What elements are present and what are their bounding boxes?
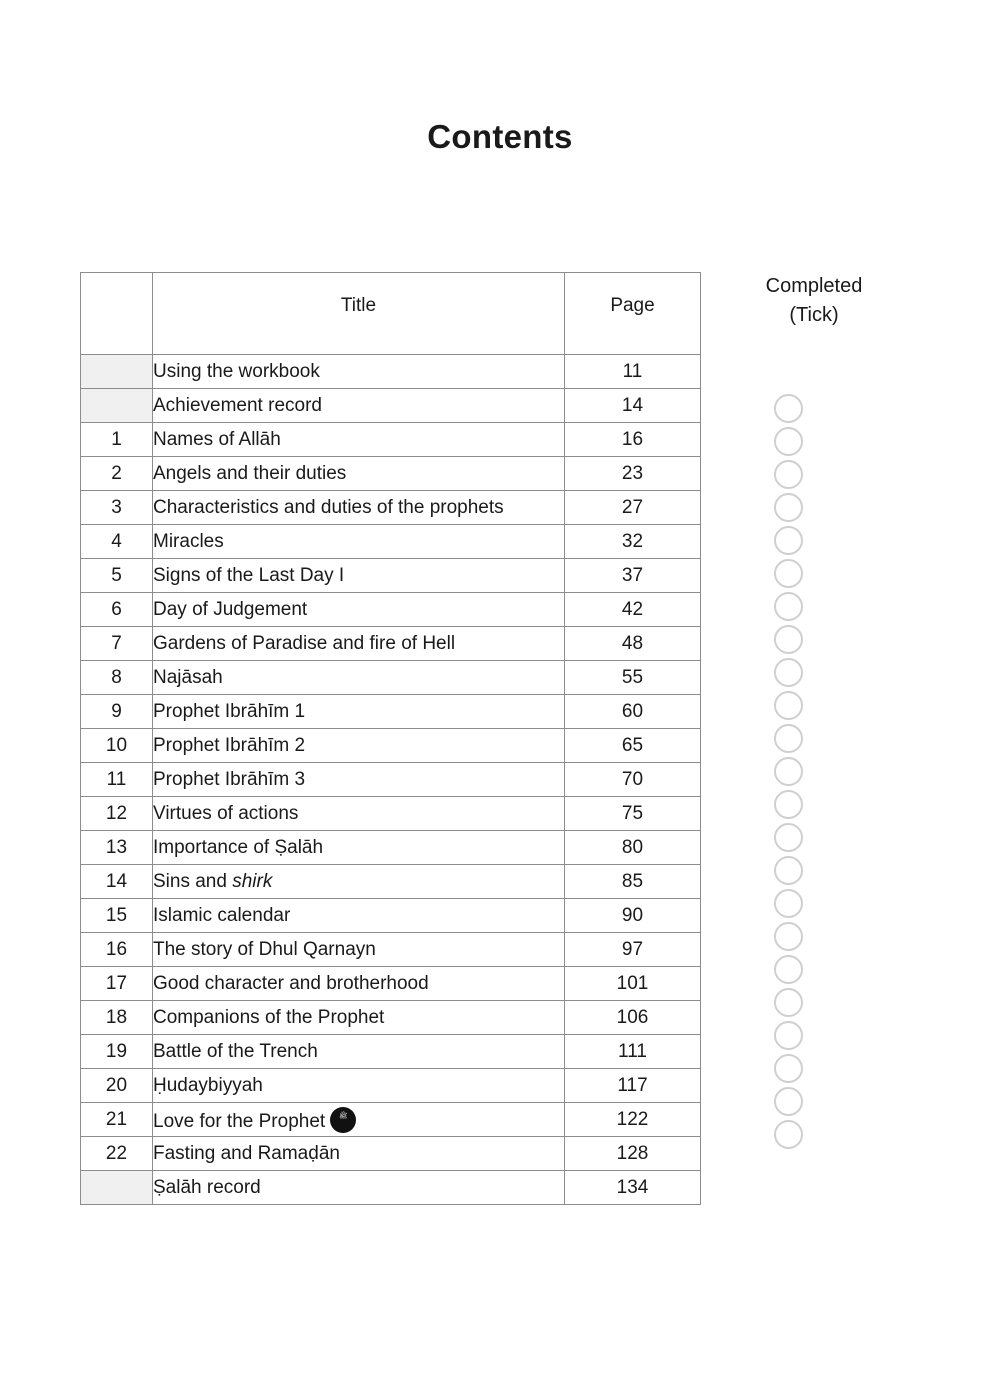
completed-label-line1: Completed [765, 275, 863, 297]
row-number [81, 355, 153, 389]
completion-checkbox[interactable] [774, 922, 803, 951]
completion-checkbox[interactable] [774, 1087, 803, 1116]
table-row [81, 933, 701, 967]
toc-header-row [81, 273, 701, 355]
column-header-title: Title [153, 273, 565, 355]
table-row [81, 491, 701, 525]
row-page-number: 42 [565, 593, 701, 627]
row-number: 14 [81, 865, 153, 899]
row-title: Using the workbook [153, 355, 565, 389]
row-number: 18 [81, 1001, 153, 1035]
row-page-number: 14 [565, 389, 701, 423]
row-title: Companions of the Prophet [153, 1001, 565, 1035]
table-row [81, 1171, 701, 1205]
row-title: Importance of Ṣalāh [153, 831, 565, 865]
row-title: Angels and their duties [153, 457, 565, 491]
completion-checkbox[interactable] [774, 625, 803, 654]
completion-checkbox[interactable] [774, 724, 803, 753]
row-title: Ṣalāh record [153, 1171, 565, 1205]
table-row [81, 797, 701, 831]
completion-checkbox[interactable] [774, 988, 803, 1017]
row-number: 20 [81, 1069, 153, 1103]
row-title: Prophet Ibrāhīm 3 [153, 763, 565, 797]
row-title: Islamic calendar [153, 899, 565, 933]
row-page-number: 32 [565, 525, 701, 559]
row-page-number: 101 [565, 967, 701, 1001]
completion-checkbox[interactable] [774, 1120, 803, 1149]
row-number: 16 [81, 933, 153, 967]
completion-checkbox[interactable] [774, 526, 803, 555]
row-page-number: 27 [565, 491, 701, 525]
table-row [81, 899, 701, 933]
table-row [81, 831, 701, 865]
table-row [81, 525, 701, 559]
row-page-number: 23 [565, 457, 701, 491]
completion-checkbox[interactable] [774, 823, 803, 852]
page-title: Contents [427, 118, 573, 156]
row-number: 13 [81, 831, 153, 865]
row-number: 21 [81, 1103, 153, 1137]
row-number: 12 [81, 797, 153, 831]
row-title: Virtues of actions [153, 797, 565, 831]
completed-label-line2: (Tick) [789, 304, 839, 326]
row-title: The story of Dhul Qarnayn [153, 933, 565, 967]
row-number: 17 [81, 967, 153, 1001]
row-number: 7 [81, 627, 153, 661]
column-header-number [81, 273, 153, 355]
table-row [81, 729, 701, 763]
row-page-number: 106 [565, 1001, 701, 1035]
row-number: 8 [81, 661, 153, 695]
table-row [81, 457, 701, 491]
row-title: Gardens of Paradise and fire of Hell [153, 627, 565, 661]
table-row [81, 1069, 701, 1103]
row-page-number: 111 [565, 1035, 701, 1069]
row-page-number: 65 [565, 729, 701, 763]
completion-checkbox[interactable] [774, 790, 803, 819]
table-row [81, 355, 701, 389]
completion-checkbox[interactable] [774, 757, 803, 786]
row-number [81, 1171, 153, 1205]
row-page-number: 75 [565, 797, 701, 831]
completion-checkbox[interactable] [774, 460, 803, 489]
table-row [81, 763, 701, 797]
salawat-seal-icon: ﷺ [330, 1107, 356, 1133]
row-page-number: 11 [565, 355, 701, 389]
row-page-number: 134 [565, 1171, 701, 1205]
row-page-number: 117 [565, 1069, 701, 1103]
table-row [81, 627, 701, 661]
row-page-number: 97 [565, 933, 701, 967]
row-page-number: 60 [565, 695, 701, 729]
row-page-number: 70 [565, 763, 701, 797]
row-number: 10 [81, 729, 153, 763]
row-title: Fasting and Ramaḍān [153, 1137, 565, 1171]
row-title: Signs of the Last Day I [153, 559, 565, 593]
row-number [81, 389, 153, 423]
completion-checkbox[interactable] [774, 955, 803, 984]
row-page-number: 48 [565, 627, 701, 661]
row-number: 3 [81, 491, 153, 525]
row-title: Prophet Ibrāhīm 2 [153, 729, 565, 763]
row-title: Sins and shirk [153, 865, 565, 899]
toc-table [80, 272, 701, 1205]
completion-checkbox[interactable] [774, 559, 803, 588]
row-title: Battle of the Trench [153, 1035, 565, 1069]
completion-checkbox[interactable] [774, 889, 803, 918]
row-number: 19 [81, 1035, 153, 1069]
row-number: 15 [81, 899, 153, 933]
table-row [81, 389, 701, 423]
completion-checkbox[interactable] [774, 1021, 803, 1050]
table-row [81, 423, 701, 457]
row-page-number: 37 [565, 559, 701, 593]
completion-checkbox[interactable] [774, 1054, 803, 1083]
table-row [81, 967, 701, 1001]
row-page-number: 90 [565, 899, 701, 933]
row-number: 6 [81, 593, 153, 627]
row-page-number: 80 [565, 831, 701, 865]
table-row [81, 593, 701, 627]
row-page-number: 55 [565, 661, 701, 695]
row-number: 1 [81, 423, 153, 457]
table-row [81, 695, 701, 729]
row-number: 2 [81, 457, 153, 491]
column-header-completed [708, 272, 920, 330]
completion-checkbox[interactable] [774, 427, 803, 456]
completion-checkbox[interactable] [774, 856, 803, 885]
row-title: Prophet Ibrāhīm 1 [153, 695, 565, 729]
row-page-number: 128 [565, 1137, 701, 1171]
row-page-number: 16 [565, 423, 701, 457]
row-number: 22 [81, 1137, 153, 1171]
table-row [81, 865, 701, 899]
row-number: 5 [81, 559, 153, 593]
completion-checkbox[interactable] [774, 493, 803, 522]
row-title: Love for the Prophet ﷺ [153, 1103, 565, 1137]
row-title: Names of Allāh [153, 423, 565, 457]
row-title: Ḥudaybiyyah [153, 1069, 565, 1103]
completion-checkbox[interactable] [774, 658, 803, 687]
row-title: Characteristics and duties of the prophets [153, 491, 565, 525]
table-row [81, 559, 701, 593]
column-header-page: Page [565, 273, 701, 355]
completion-checkbox[interactable] [774, 592, 803, 621]
table-row [81, 1137, 701, 1171]
table-row [81, 1001, 701, 1035]
row-title: Day of Judgement [153, 593, 565, 627]
completion-checkbox[interactable] [774, 691, 803, 720]
completion-checkbox[interactable] [774, 394, 803, 423]
row-title: Good character and brotherhood [153, 967, 565, 1001]
row-number: 9 [81, 695, 153, 729]
row-title: Achievement record [153, 389, 565, 423]
table-row [81, 1035, 701, 1069]
completed-tick-column [774, 394, 834, 1153]
row-page-number: 85 [565, 865, 701, 899]
table-row [81, 661, 701, 695]
table-of-contents [80, 272, 920, 1205]
row-number: 4 [81, 525, 153, 559]
row-title: Miracles [153, 525, 565, 559]
toc-body [81, 355, 701, 1205]
row-title: Najāsah [153, 661, 565, 695]
row-page-number: 122 [565, 1103, 701, 1137]
table-row [81, 1103, 701, 1137]
row-number: 11 [81, 763, 153, 797]
